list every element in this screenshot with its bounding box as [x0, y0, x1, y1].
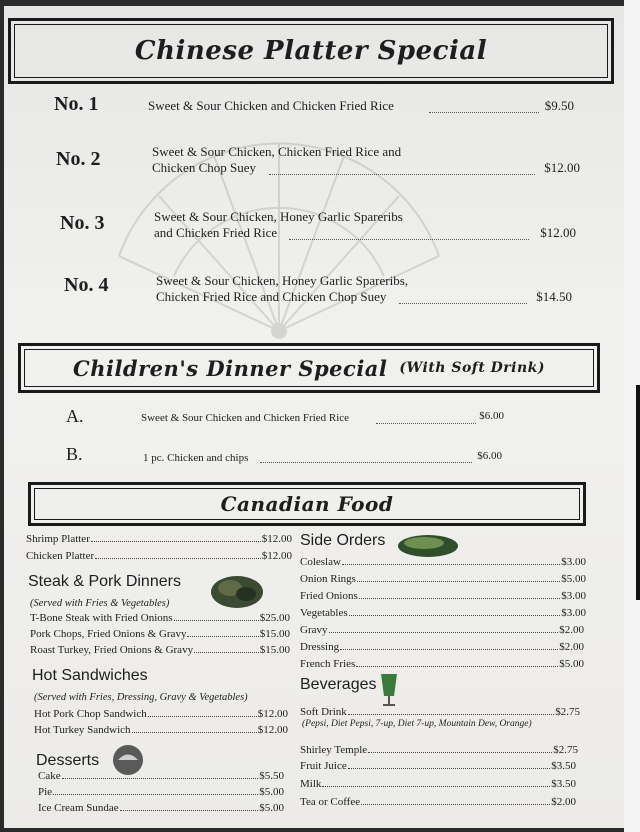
menu-row: Soft Drink $2.75: [300, 706, 580, 718]
platter-desc-2b: Chicken Chop Suey: [152, 160, 256, 175]
platter-desc-4b: Chicken Fried Rice and Chicken Chop Suey: [156, 289, 387, 304]
menu-row: French Fries $5.00: [300, 658, 584, 670]
menu-row: Fried Onions $3.00: [300, 590, 586, 602]
platter-no-1: No. 1: [54, 93, 99, 115]
dot-leader: [260, 462, 472, 463]
dot-leader: [376, 423, 476, 424]
menu-row: Fruit Juice $3.50: [300, 760, 576, 772]
steak-note: (Served with Fries & Vegetables): [30, 598, 170, 609]
menu-row: Vegetables $3.00: [300, 607, 586, 619]
children-price-b: $6.00: [477, 450, 502, 462]
steak-dish-icon: [208, 570, 266, 610]
menu-row: Ice Cream Sundae $5.00: [38, 802, 284, 814]
platter-price-2: $12.00: [544, 160, 580, 175]
platter-no-3: No. 3: [60, 212, 105, 234]
children-price-a: $6.00: [479, 410, 504, 422]
children-banner: [18, 343, 600, 393]
dark-bar: [636, 385, 640, 600]
platter-price-4: $14.50: [536, 289, 572, 304]
dot-leader: [269, 174, 535, 175]
menu-row: Hot Turkey Sandwich $12.00: [34, 724, 288, 736]
menu-row: Dressing $2.00: [300, 641, 584, 653]
children-no-a: A.: [66, 406, 84, 426]
desserts-heading: Desserts: [36, 752, 100, 769]
menu-row: Shrimp Platter $12.00: [26, 533, 292, 545]
platter-price-1: $9.50: [544, 98, 574, 113]
sandwich-note: (Served with Fries, Dressing, Gravy & Vegetables): [34, 692, 248, 703]
menu-row: Gravy $2.00: [300, 624, 584, 636]
canadian-banner: [28, 482, 586, 526]
platter-desc-3b: and Chicken Fried Rice: [154, 225, 278, 240]
dot-leader: [399, 303, 527, 304]
soft-drink-note: (Pepsi, Diet Pepsi, 7-up, Diet 7-up, Mountain Dew, Orange): [302, 719, 532, 729]
platter-desc-3a: Sweet & Sour Chicken, Honey Garlic Spareribs: [154, 209, 403, 224]
menu-row: Pie $5.00: [38, 786, 284, 798]
children-subtitle: (With Soft Drink): [399, 360, 545, 376]
menu-row: Roast Turkey, Fried Onions & Gravy $15.00: [30, 644, 290, 656]
platter-price-3: $12.00: [540, 225, 576, 240]
steak-heading: Steak & Pork Dinners: [28, 573, 181, 590]
platter-no-4: No. 4: [64, 274, 109, 296]
background-strip: [624, 0, 640, 832]
beverages-heading: Beverages: [300, 676, 377, 693]
menu-row: Chicken Platter $12.00: [26, 550, 292, 562]
children-desc-b: 1 pc. Chicken and chips: [143, 452, 249, 464]
menu-row: Shirley Temple $2.75: [300, 744, 578, 756]
menu-row: Pork Chops, Fried Onions & Gravy $15.00: [30, 628, 290, 640]
sandwich-heading: Hot Sandwiches: [32, 667, 148, 684]
dot-leader: [429, 112, 539, 113]
platter-banner: [8, 18, 614, 84]
menu-row: Coleslaw $3.00: [300, 556, 586, 568]
platter-desc-4a: Sweet & Sour Chicken, Honey Garlic Spareribs,: [156, 273, 409, 288]
platter-desc-2a: Sweet & Sour Chicken, Chicken Fried Rice and: [152, 144, 402, 159]
platter-title: Chinese Platter Special: [134, 36, 488, 66]
children-desc-a: Sweet & Sour Chicken and Chicken Fried Rice: [141, 412, 350, 424]
canadian-title: Canadian Food: [220, 492, 394, 516]
menu-row: Onion Rings $5.00: [300, 573, 586, 585]
menu-row: Hot Pork Chop Sandwich $12.00: [34, 708, 288, 720]
platter-desc-1: Sweet & Sour Chicken and Chicken Fried Rice: [148, 98, 394, 113]
menu-page: [4, 6, 624, 828]
menu-row: T-Bone Steak with Fried Onions $25.00: [30, 612, 290, 624]
children-title: Children's Dinner Special: [73, 355, 388, 381]
menu-row: Tea or Coffee $2.00: [300, 796, 576, 808]
platter-no-2: No. 2: [56, 148, 101, 170]
menu-row: Cake $5.50: [38, 770, 284, 782]
sides-heading: Side Orders: [300, 532, 386, 549]
menu-row: Milk $3.50: [300, 778, 576, 790]
drink-glass-icon: [378, 672, 400, 708]
children-no-b: B.: [66, 444, 83, 464]
dot-leader: [289, 239, 529, 240]
